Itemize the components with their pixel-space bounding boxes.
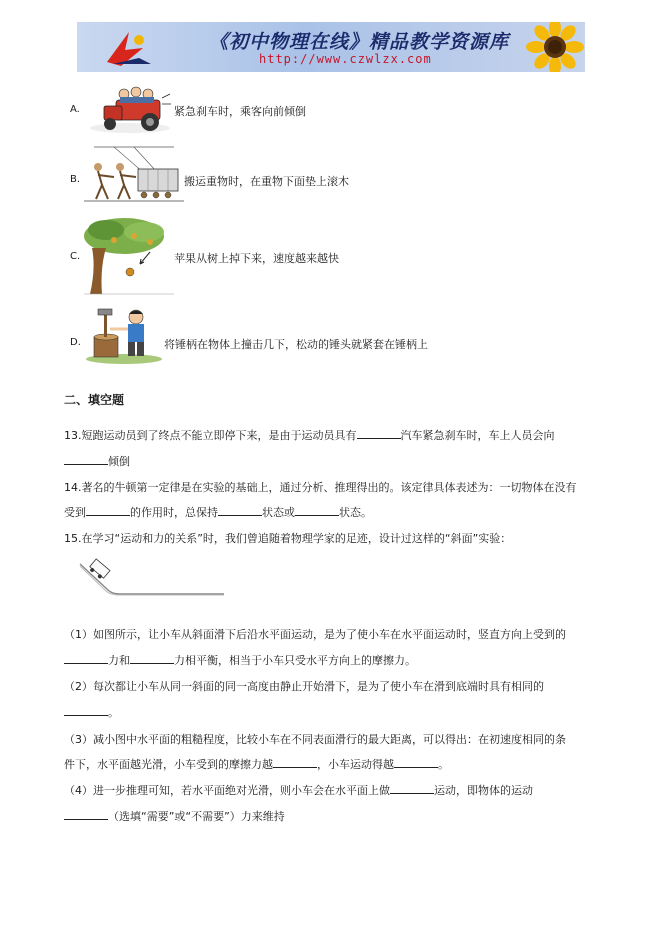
q15-intro: 15.在学习“运动和力的关系”时，我们曾追随着物理学家的足迹，设计过这样的“斜面”实验： bbox=[64, 532, 512, 545]
q15-s2-line-1 bbox=[64, 678, 544, 694]
q15-s2-line-2 bbox=[64, 704, 119, 720]
site-logo bbox=[99, 28, 159, 68]
q13-text-3: 倾倒 bbox=[108, 455, 130, 468]
rolling-logs-illustration bbox=[84, 143, 184, 205]
option-b-letter: B. bbox=[70, 174, 81, 185]
option-c-letter: C. bbox=[70, 251, 81, 262]
banner-url: http://www.czwlzx.com bbox=[259, 52, 432, 66]
q15-s3-blank-1[interactable] bbox=[273, 757, 317, 768]
q15-s3-line-1 bbox=[64, 731, 566, 747]
incline-cart-diagram bbox=[76, 558, 226, 598]
q14-blank-3[interactable] bbox=[295, 505, 339, 516]
q14-line-1 bbox=[64, 479, 577, 495]
q15-s1-text-1: （1）如图所示，让小车从斜面滑下后沿水平面运动，是为了使小车在水平面运动时，竖直方向上受到的 bbox=[64, 628, 566, 641]
section-title: 二、填空题 bbox=[64, 393, 125, 407]
q15-s4-text-2: 运动，即物体的运动 bbox=[434, 784, 533, 797]
option-b-text: 搬运重物时，在重物下面垫上滚木 bbox=[184, 175, 349, 188]
tractor-braking-illustration bbox=[86, 82, 174, 134]
q15-s1-text-2: 力和 bbox=[108, 654, 130, 667]
q14-text-2: 受到 bbox=[64, 506, 86, 519]
hammer-stump-illustration bbox=[84, 305, 164, 365]
sunflower-icon bbox=[515, 22, 585, 72]
q15-s1-text-3: 力相平衡，相当于小车只受水平方向上的摩擦力。 bbox=[174, 654, 416, 667]
option-d-text: 将锤柄在物体上撞击几下，松动的锤头就紧套在锤柄上 bbox=[164, 338, 428, 351]
q14-text-1: 14.著名的牛顿第一定律是在实验的基础上，通过分析、推理得出的。该定律具体表述为：一切物体在没有 bbox=[64, 481, 577, 494]
q15-s3-text-3: ，小车运动得越 bbox=[317, 758, 394, 771]
header-banner bbox=[77, 22, 585, 72]
banner-title: 《初中物理在线》精品教学资源库 bbox=[209, 31, 510, 53]
q15-s3-text-1: （3）减小图中水平面的粗糙程度，比较小车在不同表面滑行的最大距离，可以得出：在初速度相同的条 bbox=[64, 733, 566, 746]
q15-s2-text-2: 。 bbox=[108, 706, 119, 719]
q14-blank-2[interactable] bbox=[218, 505, 262, 516]
q13-text-2: 汽车紧急刹车时，车上人员会向 bbox=[400, 429, 555, 442]
option-c-text: 苹果从树上掉下来，速度越来越快 bbox=[174, 252, 339, 265]
q15-s4-text-1: （4）进一步推理可知，若水平面绝对光滑，则小车会在水平面上做 bbox=[64, 784, 390, 797]
q15-s1-line-1 bbox=[64, 626, 566, 642]
q15-s3-text-4: 。 bbox=[438, 758, 449, 771]
q15-s1-line-2 bbox=[64, 652, 416, 668]
q14-text-5: 状态。 bbox=[339, 506, 372, 519]
q15-s4-line-2 bbox=[64, 808, 285, 824]
q15-s1-blank-1[interactable] bbox=[64, 653, 108, 664]
q13-text-1: 13.短跑运动员到了终点不能立即停下来，是由于运动员具有 bbox=[64, 429, 357, 442]
q13-line-2 bbox=[64, 453, 130, 469]
apple-tree-illustration bbox=[84, 218, 174, 296]
q15-s3-text-2: 件下，水平面越光滑，小车受到的摩擦力越 bbox=[64, 758, 273, 771]
q15-s3-line-2 bbox=[64, 756, 449, 772]
option-d-letter: D. bbox=[70, 337, 81, 348]
q15-s2-text-1: （2）每次都让小车从同一斜面的同一高度由静止开始滑下，是为了使小车在滑到底端时具有相同的 bbox=[64, 680, 544, 693]
q15-s4-blank-1[interactable] bbox=[390, 783, 434, 794]
option-a-letter: A. bbox=[70, 104, 80, 115]
q15-s2-blank[interactable] bbox=[64, 705, 108, 716]
q13-blank-1[interactable] bbox=[357, 428, 401, 439]
q14-blank-1[interactable] bbox=[86, 505, 130, 516]
q15-s4-text-3: （选填“需要”或“不需要”）力来维持 bbox=[108, 810, 285, 823]
q13-line-1 bbox=[64, 427, 555, 443]
q14-text-4: 状态或 bbox=[262, 506, 295, 519]
q14-line-2 bbox=[64, 504, 372, 520]
q13-blank-2[interactable] bbox=[64, 454, 108, 465]
q14-text-3: 的作用时，总保持 bbox=[130, 506, 218, 519]
option-a-text: 紧急刹车时，乘客向前倾倒 bbox=[174, 105, 306, 118]
q15-s4-line-1 bbox=[64, 782, 533, 798]
q15-s1-blank-2[interactable] bbox=[130, 653, 174, 664]
q15-s3-blank-2[interactable] bbox=[394, 757, 438, 768]
q15-s4-blank-2[interactable] bbox=[64, 809, 108, 820]
